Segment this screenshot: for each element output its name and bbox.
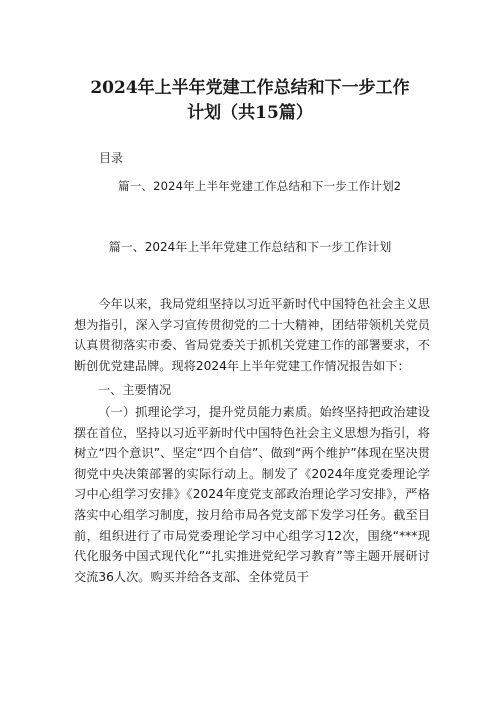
subheading: 一、主要情况 <box>98 383 172 397</box>
title-line-1: 2024年上半年党建工作总结和下一步工作 <box>90 78 410 98</box>
toc-item[interactable]: 篇一、2024年上半年党建工作总结和下一步工作计划2 <box>118 179 402 193</box>
body-paragraph: （一）抓理论学习，提升党员能力素质。始终坚持把政治建设摆在首位，坚持以习近平新时代中国特色社会主义思想为指引，将树立“四个意识”、坚定“四个自信”、做到“两个维护”体现在坚决贯彻党中央决策部署的实际行动上。制发了《2024年度党委理论学习中心组学习安排》《2024年度党支部政治理论学习安排》，严格落实中心组学习制度，按月给市局各党支部下发学习任务。截至目前，组织进行了市局党委理论学习中心组学习12次，围绕“***现代化服务中国式现代化”“扎实推进党纪学习教育”等主题开展研讨交流36人次。购买并给各支部、全体党员干 <box>74 405 430 584</box>
document-title <box>60 76 440 126</box>
toc-heading: 目录 <box>99 151 124 165</box>
title-line-2: 计划（共15篇） <box>187 103 313 123</box>
intro-paragraph: 今年以来，我局党组坚持以习近平新时代中国特色社会主义思想为指引，深入学习宣传贯彻党的二十大精神，团结带领机关党员认真贯彻落实市委、省局党委关于抓机关党建工作的部署要求，不断创优党建品牌。现将2024年上半年党建工作情况报告如下： <box>74 297 430 373</box>
section-title: 篇一、2024年上半年党建工作总结和下一步工作计划 <box>108 240 392 254</box>
